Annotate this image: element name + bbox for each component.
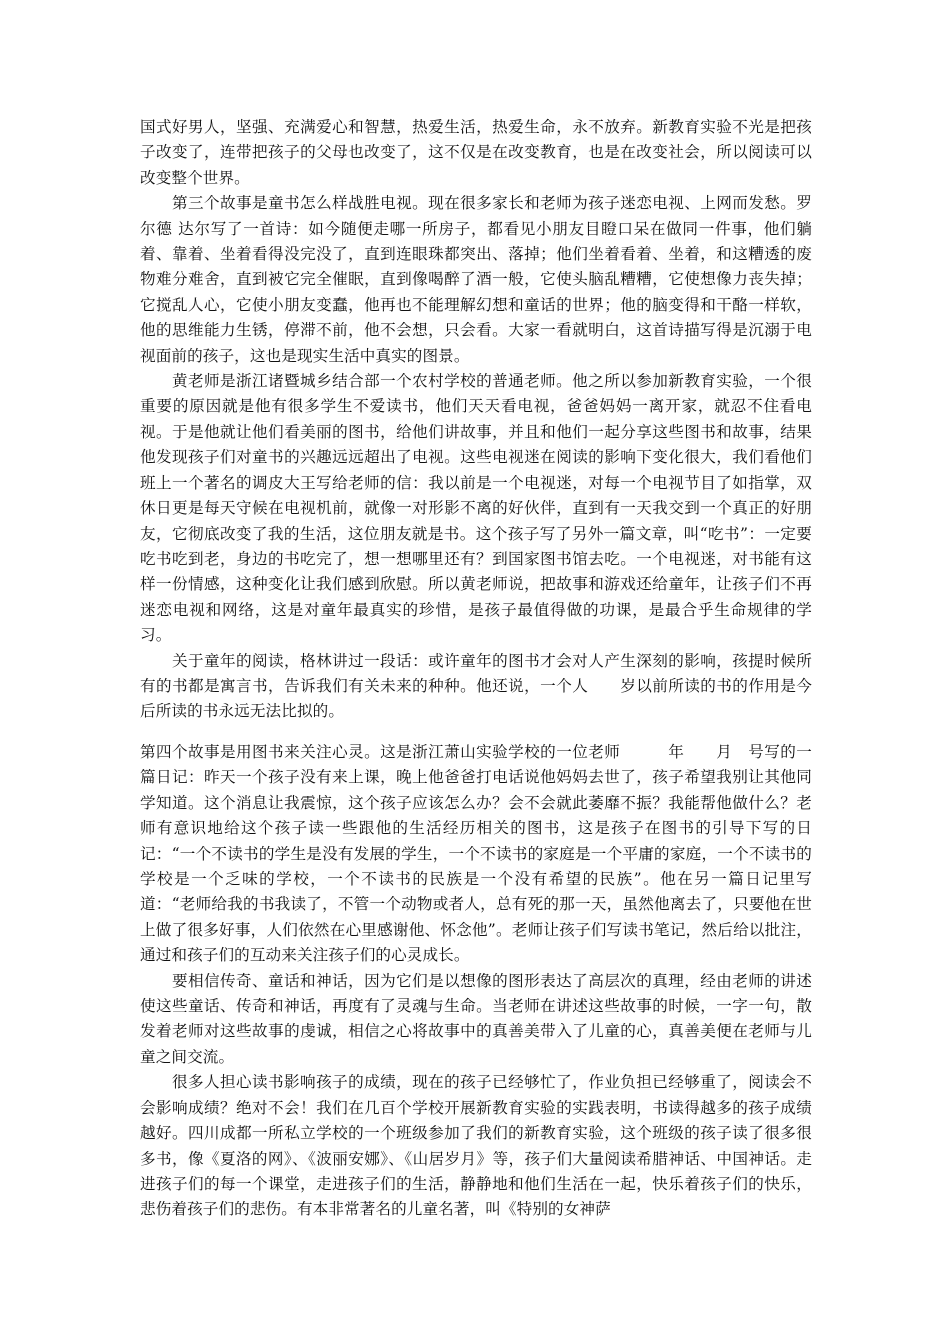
- paragraph: 第三个故事是童书怎么样战胜电视。现在很多家长和老师为孩子迷恋电视、上网而发愁。罗尔德 达尔写了一首诗：如今随便走哪一所房子，都看见小朋友目瞪口呆在做同一件事，他们躺着、靠着、坐着看得没完没了，直到连眼珠都突出、落掉；他们坐着看着、坐着，和这糟透的废物难分难舍，直到被它完全催眠，直到像喝醉了酒一般，它使头脑乱糟糟，它使想像力丧失掉；它搅乱人心，它使小朋友变蠢，他再也不能理解幻想和童话的世界；他的脑变得和干酪一样软，他的思维能力生锈，停滞不前，他不会想，只会看。大家一看就明白，这首诗描写得是沉溺于电视面前的孩子，这也是现实生活中真实的图景。: [140, 194, 812, 365]
- paragraph: 关于童年的阅读，格林讲过一段话：或许童年的图书才会对人产生深刻的影响，孩提时候所有的书都是寓言书，告诉我们有关未来的种种。他还说，一个人 岁以前所读的书的作用是今后所读的书永远无法比拟的。: [140, 651, 812, 721]
- text-section-lower: [140, 740, 812, 1223]
- paragraph: 很多人担心读书影响孩子的成绩，现在的孩子已经够忙了，作业负担已经够重了，阅读会不会影响成绩？绝对不会！我们在几百个学校开展新教育实验的实践表明，书读得越多的孩子成绩越好。四川成都一所私立学校的一个班级参加了我们的新教育实验，这个班级的孩子读了很多很多书，像《夏洛的网》、《波丽安娜》、《山居岁月》等，孩子们大量阅读希腊神话、中国神话。走进孩子们的每一个课堂，走进孩子们的生活，静静地和他们生活在一起，快乐着孩子们的快乐，悲伤着孩子们的悲伤。有本非常著名的儿童名著，叫《特别的女神萨: [140, 1073, 812, 1219]
- paragraph: 第四个故事是用图书来关注心灵。这是浙江萧山实验学校的一位老师 年 月 号写的一篇日记：昨天一个孩子没有来上课，晚上他爸爸打电话说他妈妈去世了，孩子希望我别让其他同学知道。这个消息让我震惊，这个孩子应该怎么办？会不会就此萎靡不振？我能帮他做什么？老师有意识地给这个孩子读一些跟他的生活经历相关的图书，这是孩子在图书的引导下写的日记：“一个不读书的学生是没有发展的学生，一个不读书的家庭是一个平庸的家庭，一个不读书的学校是一个乏味的学校，一个不读书的民族是一个没有希望的民族”。他在另一篇日记里写道：“老师给我的书我读了，不管一个动物或者人，总有死的那一天，虽然他离去了，只要他在世上做了很多好事，人们依然在心里感谢他、怀念他”。老师让孩子们写读书笔记，然后给以批注，通过和孩子们的互动来关注孩子们的心灵成长。: [140, 743, 812, 965]
- paragraph: 国式好男人，坚强、充满爱心和智慧，热爱生活，热爱生命，永不放弃。新教育实验不光是把孩子改变了，连带把孩子的父母也改变了，这不仅是在改变教育，也是在改变社会，所以阅读可以改变整个世界。: [140, 118, 812, 187]
- paragraph: 要相信传奇、童话和神话，因为它们是以想像的图形表达了高层次的真理，经由老师的讲述使这些童话、传奇和神话，再度有了灵魂与生命。当老师在讲述这些故事的时候，一字一句，散发着老师对这些故事的虔诚，相信之心将故事中的真善美带入了儿童的心，真善美便在老师与儿童之间交流。: [140, 971, 812, 1066]
- paragraph: 黄老师是浙江诸暨城乡结合部一个农村学校的普通老师。他之所以参加新教育实验，一个很重要的原因就是他有很多学生不爱读书，他们天天看电视，爸爸妈妈一离开家，就忍不住看电视。于是他就让他们看美丽的图书，给他们讲故事，并且和他们一起分享这些图书和故事，结果他发现孩子们对童书的兴趣远远超出了电视。这些电视迷在阅读的影响下变化很大，我们看他们班上一个著名的调皮大王写给老师的信：我以前是一个电视迷，对每一个电视节目了如指掌，双休日更是每天守候在电视机前，就像一对形影不离的好伙伴，直到有一天我交到一个真正的好朋友，它彻底改变了我的生活，这位朋友就是书。这个孩子写了另外一篇文章，叫“吃书”：一定要吃书吃到老，身边的书吃完了，想一想哪里还有？到国家图书馆去吃。一个电视迷，对书能有这样一份情感，这种变化让我们感到欣慰。所以黄老师说，把故事和游戏还给童年，让孩子们不再迷恋电视和网络，这是对童年最真实的珍惜，是孩子最值得做的功课，是最合乎生命规律的学习。: [140, 372, 812, 645]
- text-section-upper: [140, 115, 812, 725]
